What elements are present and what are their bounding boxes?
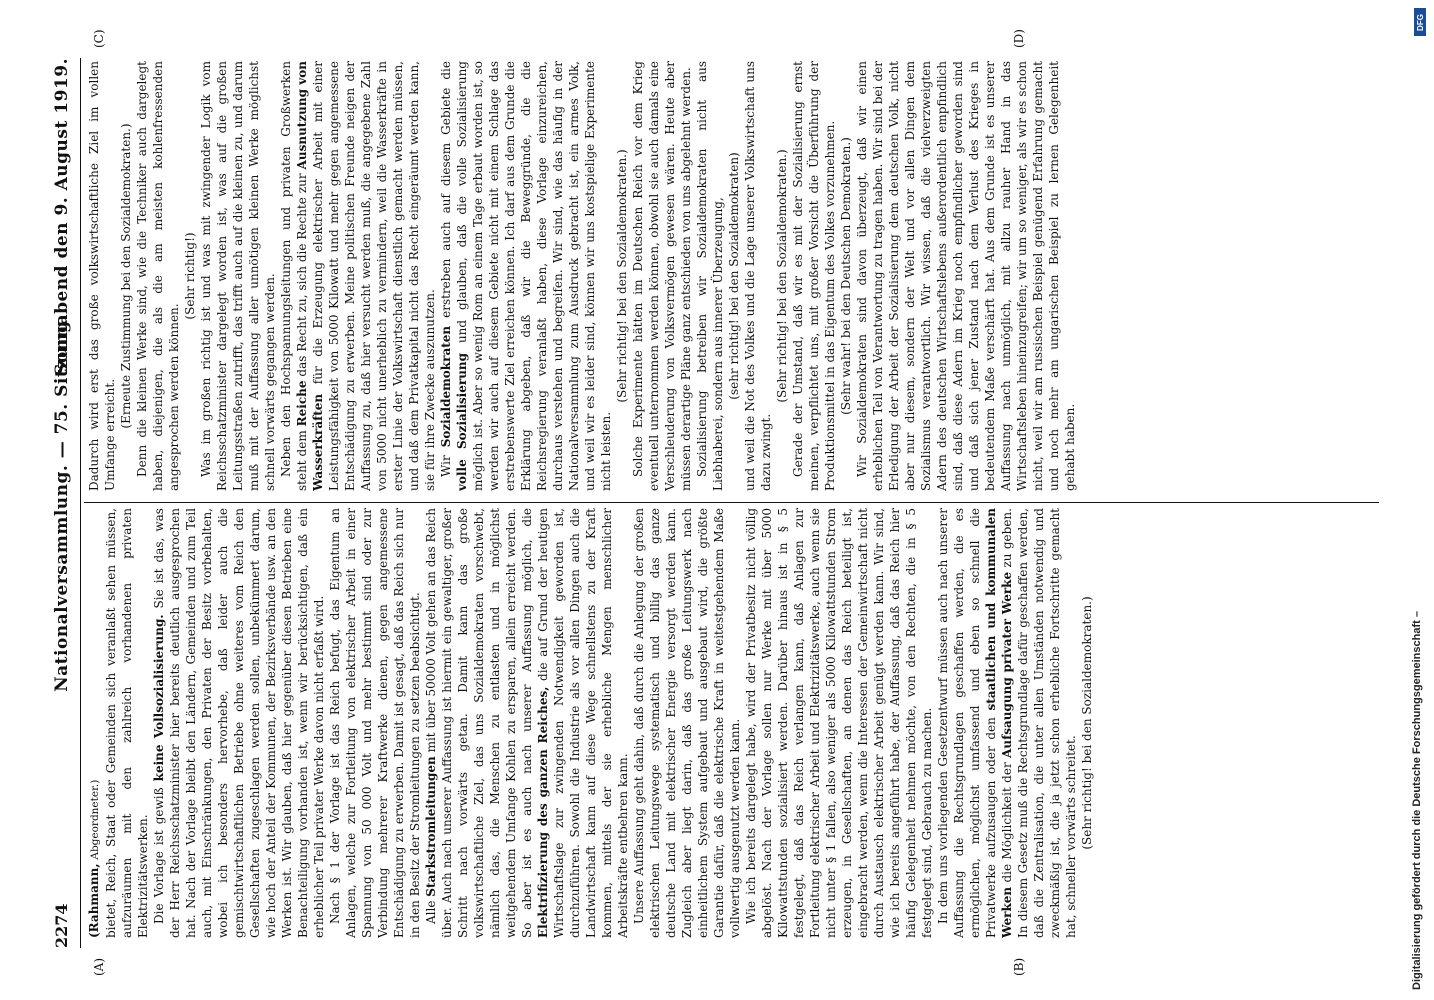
- paragraph: Nach § 1 der Vorlage ist das Reich befugt, das Eigentum an Anlagen, welche zur Fortleitung von elektrischer Arbeit in einer Spannung von 50 000 Volt und mehr bestimmt sind oder zur Verbindung mehrerer Kraftwerke dienen, gegen angemessene Entschädigung zu erwerben. Damit ist gesagt, daß das Reich sich nur in den Besitz der Stromleitungen zu setzen beabsichtigt.: [328, 508, 422, 938]
- paragraph: Solche Experimente hätten im Deutschen Reich vor dem Krieg eventuell unternommen werden können, obwohl sie auch damals eine Verschleuderung von Volksvermögen gewesen wären. Heute aber müssen derartige Pläne ganz entschieden von uns abgelehnt werden.: [631, 61, 693, 491]
- text-run: In dem uns vorliegenden Gesetzentwurf müssen auch nach unserer Auffassung die Rechtsgrundlagen geschaffen werden, die es ermöglichen, möglichst umfassend und eben so schnell die Privatwerke aufzusaugen oder den: [936, 508, 998, 938]
- page-number: 2274: [52, 903, 71, 948]
- interjection: (Sehr richtig! bei den Sozialdemokraten.): [1080, 596, 1094, 850]
- emphasis-text: Elektrifizierung des ganzen Reiches,: [536, 686, 550, 938]
- margin-letter-d: (D): [1012, 29, 1026, 48]
- right-column: [86, 61, 1376, 491]
- text-run: das Recht zu, sich die Rechte zur: [295, 173, 309, 377]
- dfg-logo: [1414, 8, 1426, 36]
- column-divider: [84, 502, 1379, 503]
- text-run: erstreben auch auf diesem Gebiete die: [439, 61, 453, 318]
- speaker-role: Abgeordneter.): [89, 779, 101, 860]
- emphasis-text: keine Vollsozialisierung.: [152, 614, 166, 782]
- text-run: Sie ist das, was der Herr Reichsschatzminister hier bereits deutlich ausgesprochen hat. Nach der Vorlage bleibt den Ländern, Gemeinden und zum Teil auch, mit Einschränkungen, den Privaten der Besitz vorbehalten, wobei ich besonders hervorhebe, daß leider auch die gemischtwirtschaftlichen Betriebe ohne weiteres vom Reich den Gesellschaften zugeschlagen werden sollen, unbekümmert darum, wie hoch der Anteil der Kommunen, der Bezirksverbände usw. an den Werken ist. Wir glauben, daß hier gegenüber diesen Betrieben eine Benachteiligung vorhanden ist, wenn wir berücksichtigen, daß ein erheblicher Teil privater Werke davon nicht erfaßt wird.: [152, 508, 326, 938]
- page-title: Nationalversammlung. — 75. Sitzung.: [52, 314, 72, 692]
- paragraph: Was im großen richtig ist und was mit zwingender Logik vom Reichsschatzminister dargelegt worden ist, was auf die großen Leitungsstraßen zutrifft, das trifft auch auf die kleinen zu, und darum muß mit der Auffassung aller unnötigen kleinen Werke möglichst schnell vorwärts gegangen werden.: [199, 61, 277, 491]
- emphasis-text: Starkstromleitungen: [424, 756, 438, 897]
- paragraph: Wie ich bereits dargelegt habe, wird der Privatbesitz nicht völlig abgelöst. Nach der Vorlage sollen nur Werke mit über 5000 Kilowattstunden sozialisiert werden. Darüber hinaus ist in § 5 festgelegt, daß das Reich verlangen kann, daß Anlagen zur Fortleitung elektrischer Arbeit und Elektrizitätswerke, auch wenn sie nicht unter § 1 fallen, also weniger als 5000 Kilowattstunden Strom erzeugen, in Gesellschaften, an denen das Reich beteiligt ist, eingebracht werden, wenn die Interessen der Gemeinwirtschaft nicht durch Austausch elektrischer Arbeit genügt werden kann. Wir sind, wie ich bereits angeführt habe, der Auffassung, daß das Reich hier häufig Gelegenheit nehmen möchte, von den Rechten, die in § 5 festgelegt sind, Gebrauch zu machen.: [744, 508, 934, 938]
- emphasis-text: Aufsaugung privater Werke: [1000, 571, 1014, 758]
- text-run: für die Erzeugung elektrischer Arbeit mit einer Leistungsfähigkeit von 5000 Kilowatt und mehr gegen angemessene Entschädigung zu erwerben. Meine politischen Freunde neigen der Auffassung zu, daß hier versucht werden muß, die angegebene Zahl von 5000 nicht unerheblich zu vermindern, weil die Wasserkräfte in erster Linie der Volkswirtschaft dienstlich gemacht werden müssen, und daß dem Privatkapital nicht das Recht eingeräumt werden kann, sie für ihre Zwecke auszunutzen.: [311, 61, 437, 491]
- interjection: (Sehr wahr! bei den Deutschen Demokraten.): [839, 137, 853, 415]
- paragraph: [278, 61, 438, 491]
- text-run: zu geben. In diesem Gesetz muß die Rechtsgrundlage dafür geschaffen werden, daß die Zentralisation, die unter allen Umständen notwendig und zweckmäßig ist, die ja jetzt schon erhebliche Fortschritte gemacht hat, schneller vorwärts schreitet.: [1000, 508, 1078, 938]
- text-run: und glauben, daß die volle Sozialisierung möglich ist. Aber so wenig Rom an einem Tage erbaut worden ist, so werden wir auch auf diesem Gebiete nicht mit einem Schlage das erstrebenswerte Ziel erreichen können. Ich darf aus dem Grunde die Erklärung abgeben, daß wir die Beweggründe, die die Reichsregierung veranlaßt haben, diese Vorlage einzureichen, durchaus verstehen und begreifen. Wir sind, wie das häufig in der Nationalversammlung zum Ausdruck gebracht ist, ein armes Volk, und weil wir es leider sind, können wir uns kostspielige Experimente nicht leisten.: [455, 61, 613, 491]
- interjection: (Sehr richtig! bei den Sozialdemokraten.): [615, 149, 629, 403]
- text-run: Wir: [439, 455, 453, 477]
- emphasis-text: staatlichen und kommunalen Werken: [984, 508, 1014, 938]
- speaker-line: [86, 508, 103, 938]
- paragraph: [438, 61, 614, 491]
- paragraph: Sozialisierung betreiben wir Sozialdemokraten nicht aus Liebhaberei, sondern aus innerer Überzeugung,: [695, 61, 725, 491]
- interjection: (Sehr richtig! bei den Sozialdemokraten.): [775, 149, 789, 403]
- text-run: Die Vorlage ist gewiß: [152, 787, 166, 924]
- paragraph: und weil die Not des Volkes und die Lage unserer Volkswirtschaft uns dazu zwingt.: [743, 61, 773, 491]
- digitization-sidebar: [1405, 0, 1434, 1000]
- page-header: [48, 58, 88, 948]
- text-run: mit über 50000 Volt gehen an das Reich über. Auch nach unserer Auffassung ist hiermit ein gewaltiger, großer Schritt nach vorwärts getan. Damit kann das große volkswirtschaftliche Ziel, das uns Sozialdemokraten vorschwebt, nämlich das, die Menschen zu entlasten und in möglichst weitgehendem Umfange Kohlen zu ersparen, allein erreicht werden. So aber ist es auch nach unserer Auffassung möglich, die: [424, 508, 534, 938]
- margin-letter-b: (B): [1012, 957, 1026, 976]
- session-date: Sonnabend den 9. August 1919.: [52, 58, 72, 376]
- emphasis-text: volle Sozialisierung: [455, 352, 469, 491]
- emphasis-text: Ausnutzung von Wasserkräften: [295, 61, 325, 491]
- speaker-name: (Rahmann,: [87, 863, 101, 938]
- paragraph: Gerade der Umstand, daß wir es mit der Sozialisierung ernst meinen, verpflichtet uns, mit großer Vorsicht die Überführung der Produktionsmittel in das Eigentum des Volkes vorzunehmen.: [791, 61, 837, 491]
- margin-letter-a: (A): [92, 957, 106, 976]
- text-run: Alle: [424, 900, 438, 924]
- dfg-logo-text: DFG: [1415, 13, 1425, 31]
- text-run: die auf Grund der heutigen Wirtschaftslage zur zwingenden Notwendigkeit geworden ist, durchzuführen. Sowohl die Industrie als vor allen Dingen auch die Landwirtschaft kann auf diese Wege schnellstens zu der Kraft kommen, mittels der sie erhebliche Mengen menschlicher Arbeitskräfte entbehren kann.: [536, 508, 630, 938]
- text-run: Neben den Hochspannungsleitungen und privaten Großwerken steht dem: [279, 61, 309, 491]
- paragraph: Dadurch wird erst das große volkswirtschaftliche Ziel im vollen Umfange erreicht.: [87, 61, 117, 491]
- left-column: [86, 508, 1376, 938]
- paragraph: [423, 508, 631, 938]
- interjection: (Erneute Zustimmung bei den Sozialdemokraten.): [119, 123, 133, 429]
- emphasis-text: Sozialdemokraten: [439, 325, 453, 448]
- paragraph: [151, 508, 327, 938]
- text-run: die Möglichkeit der: [1000, 762, 1014, 883]
- interjection: (Sehr richtig!): [183, 232, 197, 320]
- interjection: (sehr richtig! bei den Sozialdemokraten): [727, 152, 741, 400]
- emphasis-text: Reiche: [295, 380, 309, 427]
- paragraph: Wir Sozialdemokraten sind davon überzeugt, daß wir einen erheblichen Teil von Verantwortung zu tragen haben. Wir sind bei der Erledigung der Arbeit der Sozialisierung dem deutschen Volk, nicht aber nur diesem, sondern der Welt und vor allen Dingen dem Sozialismus verantwortlich. Wir wissen, daß die vielverzweigten Adern des deutschen Wirtschaftslebens außerordentlich empfindlich sind, daß diese Adern im Krieg noch empfindlicher geworden sind und daß sich jener Zustand nach dem Verlust des Krieges in bedeutendem Maße verschärft hat. Aus dem Grunde ist es unserer Auffassung nach unmöglich, mit allzu rauher Hand in das Wirtschaftsleben hineinzugreifen; wir um so weniger, als wir es schon nicht, weil wir am russischen Beispiel genügend Erfahrung gemacht und noch mehr am ungarischen Beispiel zu lernen Gelegenheit gehabt haben.: [855, 61, 1077, 491]
- paragraph: Unsere Auffassung geht dahin, daß durch die Anlegung der großen elektrischen Leitungswege systematisch und billig das ganze deutsche Land mit elektrischer Energie versorgt werden kann. Zugleich aber liegt darin, daß das große Leitungswerk nach einheitlichem System aufgebaut und ausgebaut wird, die größte Garantie dafür, daß die elektrische Kraft in weitestgehendem Maße vollwertig ausgenutzt werden kann.: [632, 508, 742, 938]
- header-rule: [80, 58, 81, 948]
- margin-letter-c: (C): [92, 29, 106, 48]
- paragraph: Denn die kleinen Werke sind, wie die Techniker auch dargelegt haben, diejenigen, die als die am meisten kohlenfressenden angesprochen werden können.: [135, 61, 181, 491]
- paragraph: [935, 508, 1079, 938]
- dfg-credit: Digitalisierung gefördert durch die Deutsche Forschungsgemeinschaft –: [1411, 611, 1423, 990]
- paragraph: bietet, Reich, Staat oder Gemeinden sich veranlaßt sehen müssen, aufzuräumen mit den zahlreich vorhandenen privaten Elektrizitätswerken.: [104, 508, 150, 938]
